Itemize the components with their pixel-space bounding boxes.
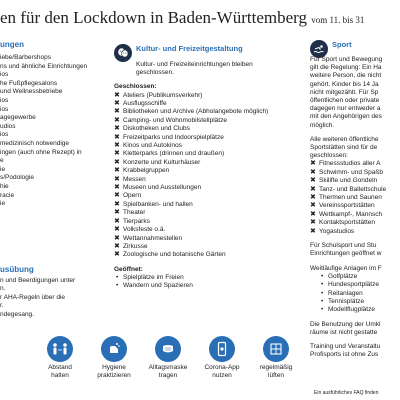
cross-icon: ✖ [114,175,120,183]
right-line: nicht mitgezählt. Für Sp [310,88,379,96]
right-lines-f [310,343,400,359]
left-line: ios [0,105,9,113]
left-line: he Fußpflegesalons [0,79,58,87]
open-heading: Geöffnet: [114,265,143,273]
right-lines-a [310,56,400,130]
middle-panel [110,40,286,291]
cross-icon: ✖ [114,158,120,166]
left-section2-title: usübung [0,264,34,274]
rule-label-2: praktizieren [97,371,131,379]
closed-item [114,176,282,184]
list-item-text: Zirkusse [123,242,148,250]
right-open-item [310,306,400,314]
cross-icon: ✖ [114,226,120,234]
cross-icon: ✖ [114,142,120,150]
left-line: ios [0,71,9,79]
list-item-text: Wettkampf-, Mannsch [319,210,383,218]
left-line: r. [0,302,4,310]
right-line: weitere Person, die nicht [310,72,382,80]
list-item-text: Spielbanken- und hallen [123,200,193,208]
right-line: gehört. Kinder bis 14 Ja [310,80,379,88]
left-line: udios [0,122,16,130]
right-open-item [310,281,400,289]
right-lines-d [310,265,400,273]
left-line: racie [0,191,15,199]
cross-icon: ✖ [114,100,120,108]
face-mask-icon [155,336,181,362]
list-item-text: Zoologische und botanische Gärten [123,251,226,259]
right-closed-item [310,202,400,210]
left-line: s/Podologie [0,174,34,182]
rule-label-1: Abstand [48,364,72,371]
closed-item [114,159,282,167]
closed-item [114,235,282,243]
right-closed-item [310,160,400,168]
closed-item [114,192,282,200]
right-line: dagegen nur entweder a [310,105,381,113]
left-column [0,40,104,320]
list-item-text: Fitnessstudios aller A [319,160,381,168]
rule-label-2: tragen [158,371,178,379]
open-item [114,274,282,282]
cross-icon: ✖ [114,217,120,225]
left-line: ios [0,96,9,104]
list-item-text: Diskotheken und Clubs [123,125,190,133]
right-column [310,40,400,360]
left-line: ndegesang. [0,311,34,319]
closed-item [114,150,282,158]
cross-icon: ✖ [310,210,316,218]
rule-hygiene [90,336,138,379]
right-line: Sportstätten sind für de [310,144,378,152]
list-item-text: Museen und Ausstellungen [123,184,202,192]
left-line: ie [0,165,6,173]
bullet-icon: • [321,306,324,314]
right-line: mit den Angehörigen des [310,113,382,121]
left-line: n und Beerdigungen unter [0,276,76,284]
cross-icon: ✖ [310,168,316,176]
list-item-text: Golfplätze [328,272,358,280]
hand-hygiene-icon [101,336,127,362]
bullet-icon: • [321,289,324,297]
right-line: geschlossen: [310,152,348,160]
rule-label-1: Alltagsmaske [148,364,188,371]
closed-item [114,142,282,150]
right-closed-item [310,177,400,185]
closed-item [114,226,282,234]
list-item-text: Kletterparks (drinnen und draußen) [123,150,225,158]
right-line: räume ist nicht gestatte [310,328,378,336]
left-line: hie [0,182,9,190]
list-item-text: Schwimm- und Spaßb [319,168,383,176]
list-item-text: Skilifte und Gondeln [319,177,378,185]
rule-label-2: nutzen [212,371,232,379]
list-item-text: Krabbelgruppen [123,167,170,175]
cross-icon: ✖ [114,91,120,99]
rule-label-2: halten [51,371,69,379]
closed-item [114,218,282,226]
right-line: Für Sport und Bewegung [310,56,383,63]
right-line: öffentlichen oder private [310,97,380,105]
right-closed-item [310,219,400,227]
distance-icon [47,336,73,362]
cross-icon: ✖ [114,209,120,217]
left-line: medizinisch notwendige [0,139,70,147]
closed-item [114,100,282,108]
right-lines-c [310,242,400,258]
rule-distance [36,336,84,379]
list-item-text: Vereinssportstätten [319,202,375,210]
left-line: iebe/Barbershops [0,54,51,61]
cross-icon: ✖ [114,125,120,133]
cross-icon: ✖ [310,177,316,185]
right-line: Die Benutzung der Umkl [310,320,381,328]
left-line: und Wellnessbetriebe [0,88,63,96]
cross-icon: ✖ [114,251,120,259]
right-open-item [310,298,400,306]
right-line: Für Schulsport und Stu [310,242,377,250]
right-closed-item [310,186,400,194]
list-item-text: Freizeitparks und Indoorspielplätze [123,133,224,141]
rule-label-1: regelmäßig [259,364,293,371]
list-item-text: Spielplätze im Freien [123,273,184,281]
right-closed-item [310,169,400,177]
right-line: Profisports ist ohne Zus [310,351,379,359]
left-line: e [0,157,4,165]
footnote: Ein ausführliches FAQ finden [314,390,379,396]
right-closed-item [310,211,400,219]
list-item-text: Kinos und Autokinos [123,142,182,150]
list-item-text: Theater [123,209,146,217]
closed-heading: Geschlossen: [114,83,157,91]
closed-list [114,92,282,260]
right-title: Sport [332,40,352,49]
list-item-text: Modellflugplätze [328,306,375,314]
middle-header [114,44,282,62]
list-item-text: Camping- und Wohnmobilstellplätze [123,116,227,124]
cross-icon: ✖ [310,219,316,227]
page-title [0,6,400,32]
list-item-text: Reitanlagen [328,289,363,297]
open-item [114,282,282,290]
right-lines-b [310,136,400,161]
right-closed-item [310,228,400,236]
list-item-text: Yogastudios [319,227,355,235]
cross-icon: ✖ [310,227,316,235]
list-item-text: Ausflugsschiffe [123,100,167,108]
rule-ventilation [252,336,300,379]
cross-icon: ✖ [114,133,120,141]
left-lines2 [0,277,104,320]
closed-item [114,209,282,217]
list-item-text: Tennisplätze [328,297,365,305]
rule-label-2: lüften [268,371,284,379]
middle-intro: Kultur- und Freizeiteinrichtungen bleiben geschlossen. [136,61,253,77]
cross-icon: ✖ [114,116,120,124]
cross-icon: ✖ [114,184,120,192]
cross-icon: ✖ [310,160,316,168]
left-line: r AHA-Regeln über die [0,293,66,301]
rule-mask [144,336,192,379]
closed-item [114,184,282,192]
bullet-icon: • [321,281,324,289]
middle-title: Kultur- und Freizeitgestaltung [136,44,243,53]
phone-app-icon [209,336,235,362]
list-item-text: Wettannahmestellen [123,234,183,242]
cross-icon: ✖ [114,234,120,242]
bullet-icon: • [321,272,324,280]
page-title-subtitle: vom 11. bis 31 [311,15,365,25]
left-line: ingen (auch ohne Rezept) in [0,148,82,156]
theater-masks-icon [114,44,132,62]
rule-app [198,336,246,379]
bullet-icon: • [321,297,324,305]
hygiene-rules-bar [36,336,296,386]
right-lines-e [310,321,400,337]
closed-item [114,167,282,175]
right-line: Weitläufige Anlagen im F [310,264,382,272]
closed-item [114,201,282,209]
cross-icon: ✖ [114,167,120,175]
bullet-icon: • [116,282,119,290]
left-line: ns und ähnliche Einrichtungen [0,62,88,70]
rule-label-1: Hygiene [102,364,126,371]
cross-icon: ✖ [114,242,120,250]
list-item-text: Opern [123,192,142,200]
cross-icon: ✖ [310,202,316,210]
list-item-text: Bibliotheken und Archive (Abholangebote möglich) [123,108,269,116]
left-section-title: ungen [0,40,24,49]
left-line: agegewerbe [0,114,36,122]
open-list [114,274,282,291]
closed-item [114,134,282,142]
left-line: n. [0,285,6,293]
list-item-text: Volksfeste o.ä. [123,226,166,234]
right-line: Einrichtungen geöffnet w [310,250,382,258]
rule-label-1: Corona-App [204,364,240,371]
right-line: Training und Veranstaltu [310,343,381,351]
right-open-item [310,273,400,281]
closed-item [114,243,282,251]
list-item-text: Konzerte und Kulturhäuser [123,158,201,166]
right-line: gilt die Regelung: Ein Ha [310,64,382,72]
bullet-icon: • [116,273,119,281]
cross-icon: ✖ [114,200,120,208]
left-lines [0,54,104,209]
list-item-text: Hundesportplätze [328,281,379,289]
right-open-list [310,273,400,315]
right-line: möglich. [310,121,335,129]
list-item-text: Ateliers (Publikumsverkehr) [123,91,203,99]
cross-icon: ✖ [310,185,316,193]
closed-item [114,108,282,116]
list-item-text: Kontaktsportstätten [319,219,376,227]
left-line: ios [0,131,9,139]
closed-item [114,125,282,133]
cross-icon: ✖ [310,194,316,202]
right-line: Alle weiteren öffentliche [310,135,379,143]
list-item-text: Tierparks [123,217,150,225]
cross-icon: ✖ [114,108,120,116]
closed-item [114,117,282,125]
list-item-text: Wandern und Spazieren [123,282,193,290]
right-closed-item [310,194,400,202]
right-open-item [310,290,400,298]
list-item-text: Messen [123,175,146,183]
cross-icon: ✖ [114,150,120,158]
window-ventilation-icon [263,336,289,362]
list-item-text: Thermen und Saunen [319,194,382,202]
closed-item [114,92,282,100]
cross-icon: ✖ [114,192,120,200]
right-closed-list [310,160,400,236]
page-title-main: en für den Lockdown in Baden-Württemberg [0,8,308,27]
list-item-text: Tanz- und Ballettschule [319,185,387,193]
left-line: ie [0,200,6,208]
closed-item [114,251,282,259]
